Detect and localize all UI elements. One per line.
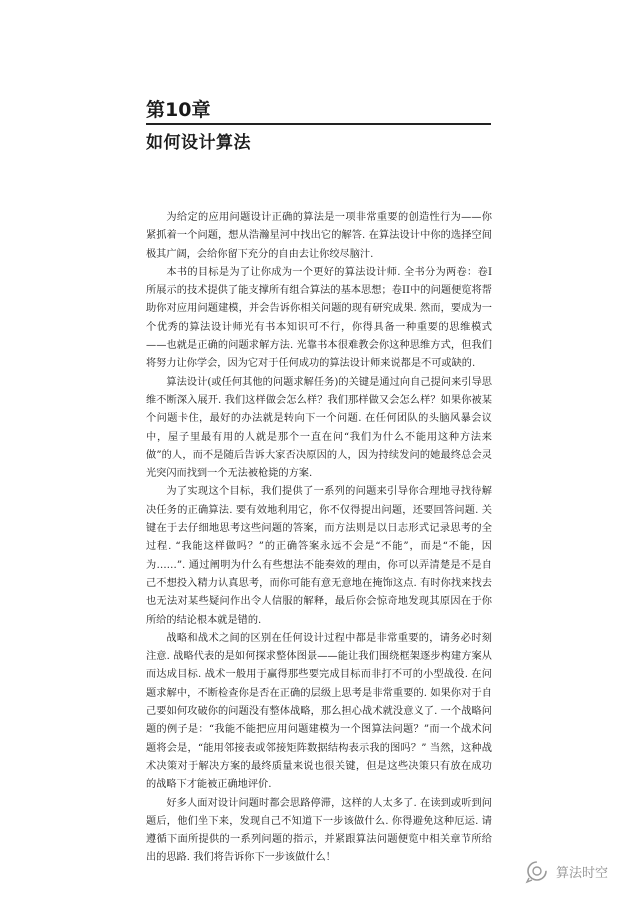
paragraph: 本书的目标是为了让你成为一个更好的算法设计师. 全书分为两卷：卷I所展示的技术提供了能支撑所有组合算法的基本思想；卷II中的问题便览将帮助你对应用问题建模，并会告诉你相关问题的现有研究成果. 然而，要成为一个优秀的算法设计师光有书本知识可不行，你得具备一种重要的思维模式——也就是正确的问题求解方法. 光靠书本很难教会你这种思维方式，但我们将努力让你学会，因为它对于任何成功的算法设计师来说都是不可或缺的. — [146, 266, 492, 370]
paragraph: 好多人面对设计问题时都会思路停滞，这样的人太多了. 在读到或听到问题后，他们坐下来，发现自己不知道下一步该做什么. 你得避免这种厄运. 请遵循下面所提供的一系列问题的指示，并紧跟算法问题便览中相关章节所给出的思路. 我们将告诉你下一步该做什么！ — [146, 797, 492, 864]
chapter-rule — [146, 123, 491, 125]
paragraph: 算法设计(或任何其他的问题求解任务)的关键是通过向自己提问来引导思维不断深入展开. 我们这样做会怎么样？我们那样做又会怎么样？如果你被某个问题卡住，最好的办法就是转向下一个问题. 在任何团队的头脑风暴会议中，屋子里最有用的人就是那个一直在问“我们为什么不能用这种方法来做”的人，而不是随后告诉大家否决原因的人，因为持续发问的她最终总会灵光突闪而找到一个无法被枪毙的方案. — [146, 376, 492, 480]
watermark-text: 算法时空 — [556, 865, 609, 881]
watermark — [524, 858, 608, 884]
chapter-body — [146, 209, 492, 868]
paragraph: 为了实现这个目标，我们提供了一系列的问题来引导你合理地寻找待解决任务的正确算法. 要有效地利用它，你不仅得提出问题，还要回答问题. 关键在于去仔细地思考这些问题的答案，而方法则是以日志形式记录思考的全过程. “我能这样做吗？”的正确答案永远不会是“不能”，而是“不能，因为……”. 通过阐明为什么有些想法不能奏效的理由，你可以弄清楚是不是自己不想投入精力认真思考，而你可能有意无意地在掩饰这点. 有时你找来找去也无法对某些疑问作出令人信服的解释，最后你会惊奇地发现其原因在于你所给的结论根本就是错的. — [146, 486, 492, 626]
wechat-official-account-icon — [524, 858, 550, 884]
paragraph: 为给定的应用问题设计正确的算法是一项非常重要的创造性行为——你紧抓着一个问题，想从浩瀚星河中找出它的解答. 在算法设计中你的选择空间极其广阔，会给你留下充分的自由去让你绞尽脑汁. — [146, 212, 492, 260]
paragraph: 战略和战术之间的区别在任何设计过程中都是非常重要的，请务必时刻注意. 战略代表的是如何探求整体图景——能让我们围绕框架逐步构建方案从而达成目标. 战术一般用于赢得那些要完成目标而非打不可的小型战役. 在问题求解中，不断检查你是否在正确的层级上思考是非常重要的. 如果你对于自己要如何攻破你的问题没有整体战略，那么担心战术就没意义了. 一个战略问题的例子是：“我能不能把应用问题建模为一个图算法问题？”而一个战术问题将会是，“能用邻接表或邻接矩阵数据结构表示我的图吗？” 当然，这种战术决策对于解决方案的最终质量来说也很关键，但是这些决策只有放在成功的战略下才能被正确地评价. — [146, 632, 492, 791]
chapter-number: 第10章 — [146, 99, 211, 121]
chapter-title: 如何设计算法 — [146, 133, 251, 153]
